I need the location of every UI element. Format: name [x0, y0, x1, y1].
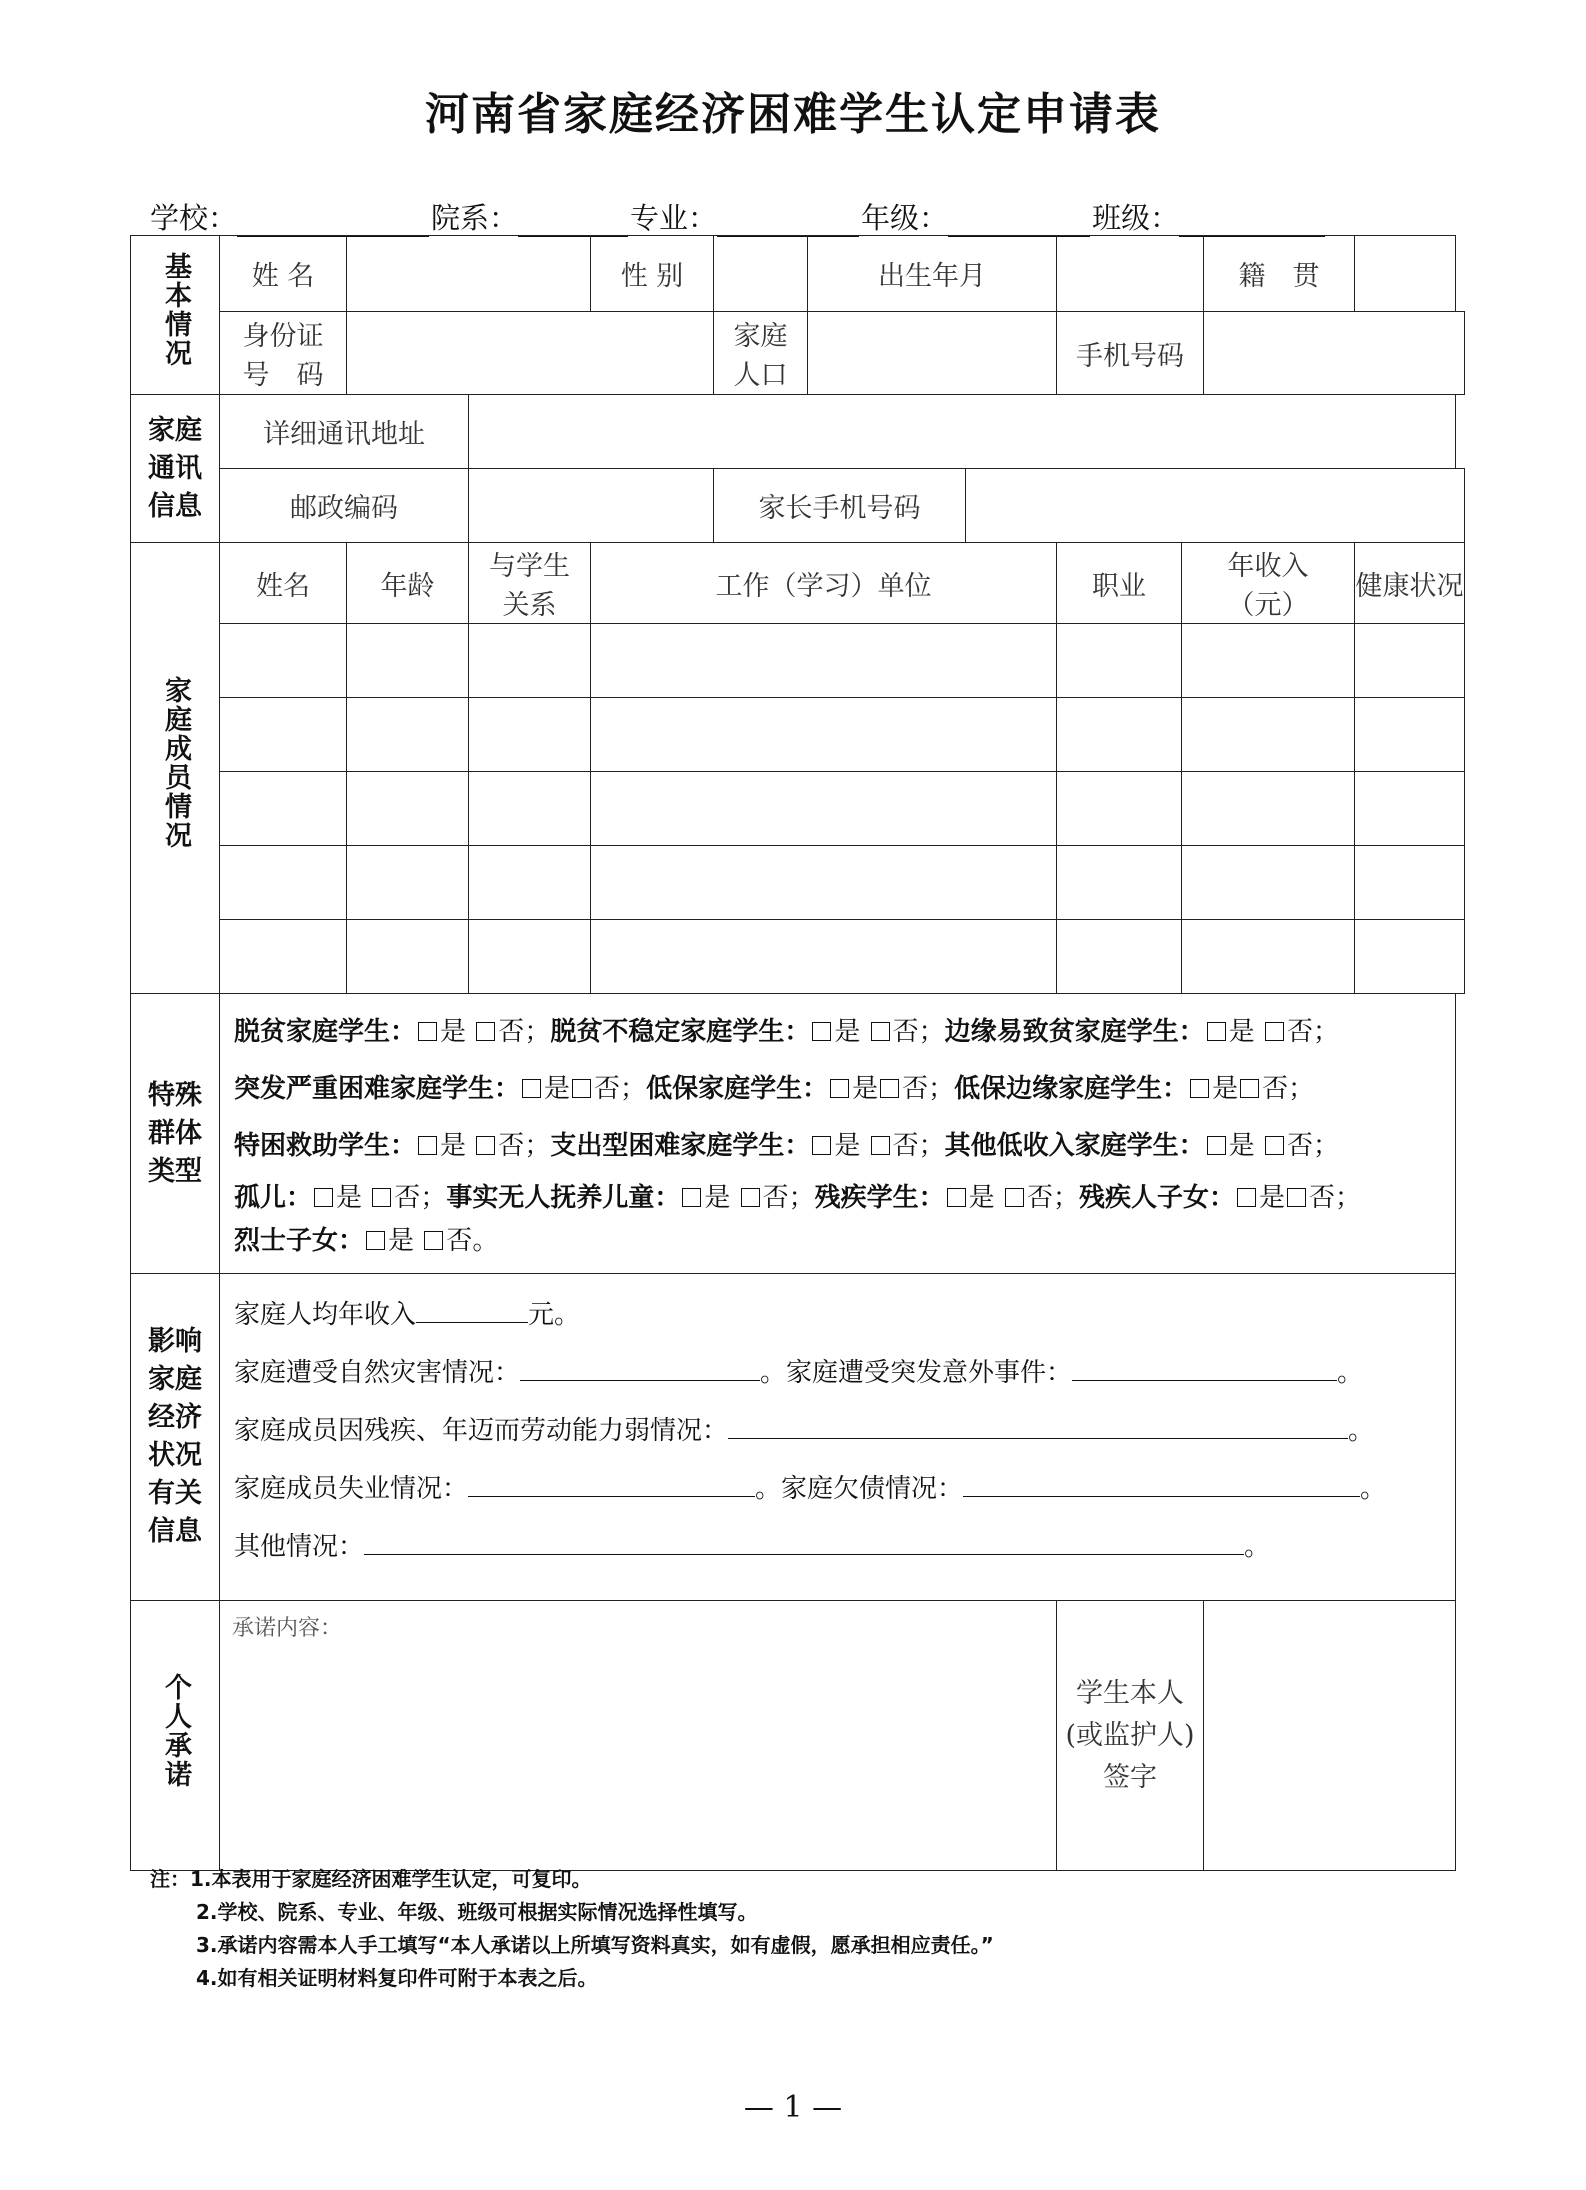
checkbox-no[interactable]	[880, 1079, 899, 1098]
checkbox-yes[interactable]	[812, 1136, 831, 1155]
section-special-groups: 特殊群体类型	[131, 994, 220, 1274]
checkbox-no[interactable]	[1287, 1188, 1306, 1207]
form-notes	[150, 1863, 994, 1995]
member-age-cell[interactable]	[347, 624, 469, 698]
member-relation-header: 与学生 关系	[469, 543, 591, 624]
section-economic-info: 影响家庭经济状况有关信息	[131, 1274, 220, 1601]
special-line: 特困救助学生： 是 否；支出型困难家庭学生： 是 否；其他低收入家庭学生： 是 否；	[234, 1131, 1339, 1161]
gender-label: 性 别	[591, 236, 714, 312]
member-age-cell[interactable]	[347, 920, 469, 994]
promise-content-label: 承诺内容：	[232, 1616, 343, 1641]
checkbox-yes[interactable]	[522, 1079, 541, 1098]
disability-field[interactable]	[728, 1414, 1348, 1439]
id-number-field[interactable]	[347, 312, 714, 395]
department-label: 院系：	[431, 201, 519, 235]
member-health-header: 健康状况	[1355, 543, 1465, 624]
section-personal-promise: 个人承诺	[131, 1601, 220, 1871]
checkbox-yes[interactable]	[366, 1231, 385, 1250]
special-line: 孤儿： 是 否；事实无人抚养儿童： 是 否；残疾学生： 是 否；残疾人子女： 是 否；	[234, 1183, 1362, 1213]
department-field[interactable]	[518, 205, 628, 237]
grade-label: 年级：	[861, 201, 949, 235]
member-income-cell[interactable]	[1182, 698, 1355, 772]
checkbox-yes[interactable]	[947, 1188, 966, 1207]
checkbox-no[interactable]	[1240, 1079, 1259, 1098]
checkbox-no[interactable]	[476, 1136, 495, 1155]
checkbox-no[interactable]	[476, 1022, 495, 1041]
section-contact-info: 家庭通讯信息	[131, 395, 220, 543]
member-relation-cell[interactable]	[469, 624, 591, 698]
member-work-cell[interactable]	[591, 624, 1057, 698]
member-row	[131, 920, 1465, 994]
member-health-cell[interactable]	[1355, 846, 1465, 920]
member-relation-cell[interactable]	[469, 772, 591, 846]
checkbox-yes[interactable]	[1207, 1022, 1226, 1041]
major-label: 专业：	[630, 201, 718, 235]
application-form-table	[130, 235, 1465, 1871]
member-name-cell[interactable]	[220, 624, 347, 698]
signature-field[interactable]	[1204, 1601, 1456, 1871]
checkbox-yes[interactable]	[812, 1022, 831, 1041]
family-size-label: 家庭 人口	[714, 312, 808, 395]
note-item: 3.承诺内容需本人手工填写“本人承诺以上所填写资料真实，如有虚假，愿承担相应责任。”	[196, 1933, 994, 1957]
natural-disaster-field[interactable]	[520, 1356, 760, 1381]
signature-label: 学生本人 (或监护人) 签字	[1057, 1601, 1204, 1871]
postcode-field[interactable]	[469, 469, 714, 543]
family-size-field[interactable]	[808, 312, 1057, 395]
member-work-cell[interactable]	[591, 698, 1057, 772]
checkbox-no[interactable]	[424, 1231, 443, 1250]
gender-field[interactable]	[714, 236, 808, 312]
unemployment-field[interactable]	[468, 1472, 755, 1497]
member-job-cell[interactable]	[1057, 698, 1182, 772]
member-name-cell[interactable]	[220, 772, 347, 846]
class-label: 班级：	[1092, 201, 1180, 235]
member-name-cell[interactable]	[220, 846, 347, 920]
member-job-cell[interactable]	[1057, 846, 1182, 920]
member-work-cell[interactable]	[591, 772, 1057, 846]
section-family-members: 家庭成员情况	[131, 543, 220, 994]
school-field[interactable]	[237, 205, 429, 237]
other-situation-field[interactable]	[364, 1530, 1244, 1555]
member-work-cell[interactable]	[591, 846, 1057, 920]
member-row	[131, 624, 1465, 698]
per-capita-income-field[interactable]	[416, 1298, 528, 1323]
address-label: 详细通讯地址	[220, 395, 469, 469]
economic-info-fields: 家庭人均年收入 元。 家庭遭受自然灾害情况： 。家庭遭受突发意外事件： 。 家庭成员因残疾、年迈而劳动能力弱情况： 。 家庭成员失业情况： 。家庭欠债情况： 。 其他情况： 。	[220, 1274, 1456, 1601]
checkbox-no[interactable]	[372, 1188, 391, 1207]
checkbox-yes[interactable]	[1237, 1188, 1256, 1207]
member-row	[131, 772, 1465, 846]
name-field[interactable]	[347, 236, 591, 312]
checkbox-yes[interactable]	[418, 1022, 437, 1041]
checkbox-yes[interactable]	[1190, 1079, 1209, 1098]
checkbox-yes[interactable]	[830, 1079, 849, 1098]
checkbox-no[interactable]	[741, 1188, 760, 1207]
member-income-cell[interactable]	[1182, 920, 1355, 994]
member-name-cell[interactable]	[220, 698, 347, 772]
checkbox-no[interactable]	[1265, 1136, 1284, 1155]
header-fields	[150, 196, 1327, 237]
note-item: 注：1.本表用于家庭经济困难学生认定，可复印。	[150, 1867, 592, 1891]
promise-content-field[interactable]	[220, 1601, 1057, 1871]
special-line: 突发严重困难家庭学生： 是 否；低保家庭学生： 是 否；低保边缘家庭学生： 是 否；	[234, 1074, 1315, 1104]
grade-field[interactable]	[948, 205, 1090, 237]
member-relation-cell[interactable]	[469, 920, 591, 994]
member-age-cell[interactable]	[347, 698, 469, 772]
member-job-cell[interactable]	[1057, 624, 1182, 698]
member-age-header: 年龄	[347, 543, 469, 624]
note-item: 4.如有相关证明材料复印件可附于本表之后。	[196, 1966, 598, 1990]
note-item: 2.学校、院系、专业、年级、班级可根据实际情况选择性填写。	[196, 1900, 758, 1924]
member-work-cell[interactable]	[591, 920, 1057, 994]
section-basic-info: 基本情况	[131, 236, 220, 395]
birth-label: 出生年月	[808, 236, 1057, 312]
member-age-cell[interactable]	[347, 772, 469, 846]
checkbox-yes[interactable]	[682, 1188, 701, 1207]
member-income-header: 年收入 （元）	[1182, 543, 1355, 624]
major-field[interactable]	[717, 205, 859, 237]
id-number-label: 身份证 号 码	[220, 312, 347, 395]
member-health-cell[interactable]	[1355, 624, 1465, 698]
special-line: 烈士子女： 是 否。	[234, 1226, 499, 1256]
checkbox-no[interactable]	[1005, 1188, 1024, 1207]
member-health-cell[interactable]	[1355, 772, 1465, 846]
member-job-cell[interactable]	[1057, 772, 1182, 846]
member-relation-cell[interactable]	[469, 846, 591, 920]
school-label: 学校：	[150, 201, 238, 235]
address-field[interactable]	[469, 395, 1456, 469]
parent-phone-field[interactable]	[966, 469, 1465, 543]
origin-field[interactable]	[1355, 236, 1456, 312]
form-title: 河南省家庭经济困难学生认定申请表	[425, 89, 1161, 140]
checkbox-yes[interactable]	[314, 1188, 333, 1207]
member-work-header: 工作（学习）单位	[591, 543, 1057, 624]
member-income-cell[interactable]	[1182, 772, 1355, 846]
checkbox-yes[interactable]	[418, 1136, 437, 1155]
member-job-header: 职业	[1057, 543, 1182, 624]
phone-label: 手机号码	[1057, 312, 1204, 395]
member-name-cell[interactable]	[220, 920, 347, 994]
checkbox-yes[interactable]	[1207, 1136, 1226, 1155]
member-name-header: 姓名	[220, 543, 347, 624]
special-group-options	[220, 994, 1456, 1274]
member-relation-cell[interactable]	[469, 698, 591, 772]
page-number: — 1 —	[743, 2090, 843, 2125]
member-health-cell[interactable]	[1355, 920, 1465, 994]
member-age-cell[interactable]	[347, 846, 469, 920]
checkbox-no[interactable]	[1265, 1022, 1284, 1041]
checkbox-no[interactable]	[572, 1079, 591, 1098]
member-income-cell[interactable]	[1182, 846, 1355, 920]
origin-label: 籍 贯	[1204, 236, 1355, 312]
class-field[interactable]	[1179, 205, 1325, 237]
checkbox-no[interactable]	[871, 1022, 890, 1041]
phone-field[interactable]	[1204, 312, 1465, 395]
special-line: 脱贫家庭学生： 是 否；脱贫不稳定家庭学生： 是 否；边缘易致贫家庭学生： 是 否；	[234, 1017, 1339, 1047]
member-health-cell[interactable]	[1355, 698, 1465, 772]
postcode-label: 邮政编码	[220, 469, 469, 543]
member-row	[131, 698, 1465, 772]
member-income-cell[interactable]	[1182, 624, 1355, 698]
checkbox-no[interactable]	[871, 1136, 890, 1155]
parent-phone-label: 家长手机号码	[714, 469, 966, 543]
birth-field[interactable]	[1057, 236, 1204, 312]
name-label: 姓 名	[220, 236, 347, 312]
accident-field[interactable]	[1072, 1356, 1337, 1381]
member-job-cell[interactable]	[1057, 920, 1182, 994]
debt-field[interactable]	[963, 1472, 1360, 1497]
member-row	[131, 846, 1465, 920]
